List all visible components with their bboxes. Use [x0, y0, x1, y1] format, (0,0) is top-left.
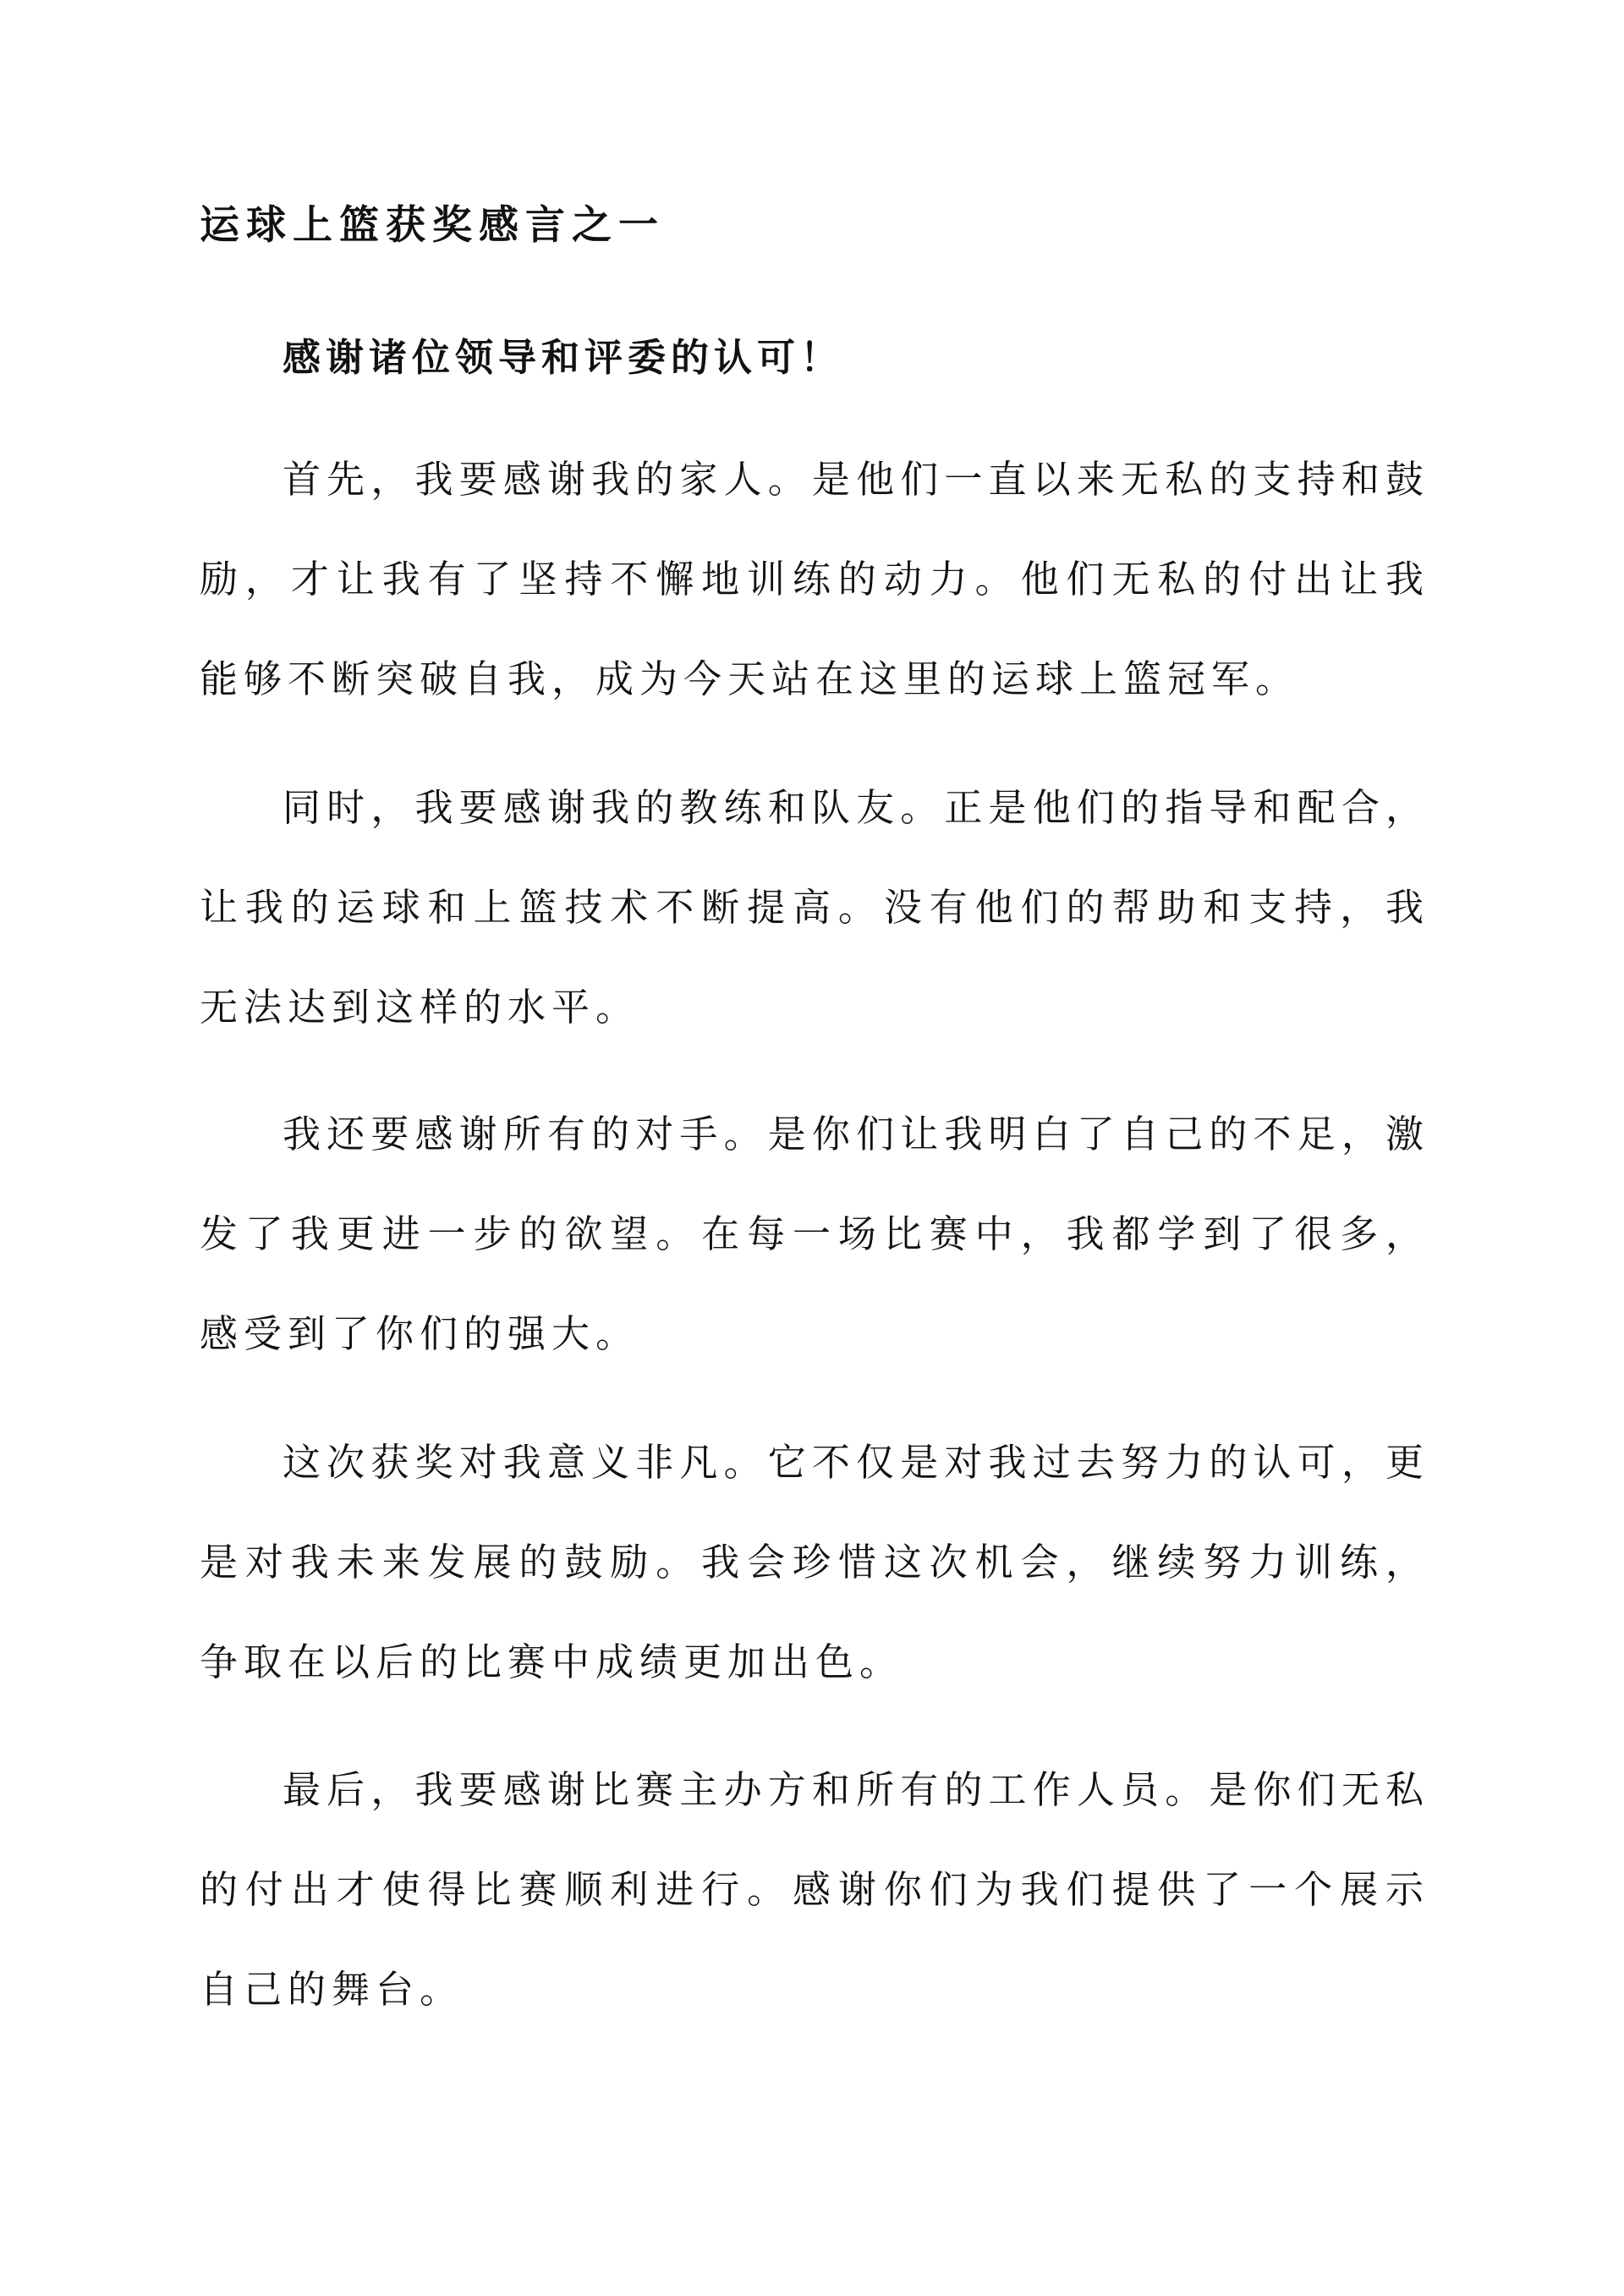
paragraph-opponents: 我还要感谢所有的对手。是你们让我明白了自己的不足，激发了我更进一步的欲望。在每一场比赛中，我都学到了很多，感受到了你们的强大。 — [200, 1112, 1429, 1356]
paragraph-family: 首先，我要感谢我的家人。是他们一直以来无私的支持和鼓励，才让我有了坚持不懈地训练的动力。他们无私的付出让我能够不断突破自我，成为今天站在这里的运球上篮冠军。 — [200, 457, 1429, 701]
paragraph-organizers: 最后，我要感谢比赛主办方和所有的工作人员。是你们无私的付出才使得比赛顺利进行。感谢你们为我们提供了一个展示自己的舞台。 — [200, 1767, 1429, 2012]
document-subtitle: 感谢诸位领导和评委的认可！ — [283, 335, 844, 380]
paragraph-coach-teammates: 同时，我要感谢我的教练和队友。正是他们的指导和配合，让我的运球和上篮技术不断提高。没有他们的帮助和支持，我无法达到这样的水平。 — [200, 785, 1429, 1030]
document-title: 运球上篮获奖感言之一 — [200, 202, 665, 249]
paragraph-award-meaning: 这次获奖对我意义非凡。它不仅是对我过去努力的认可，更是对我未来发展的鼓励。我会珍惜这次机会，继续努力训练，争取在以后的比赛中成绩更加出色。 — [200, 1440, 1429, 1684]
